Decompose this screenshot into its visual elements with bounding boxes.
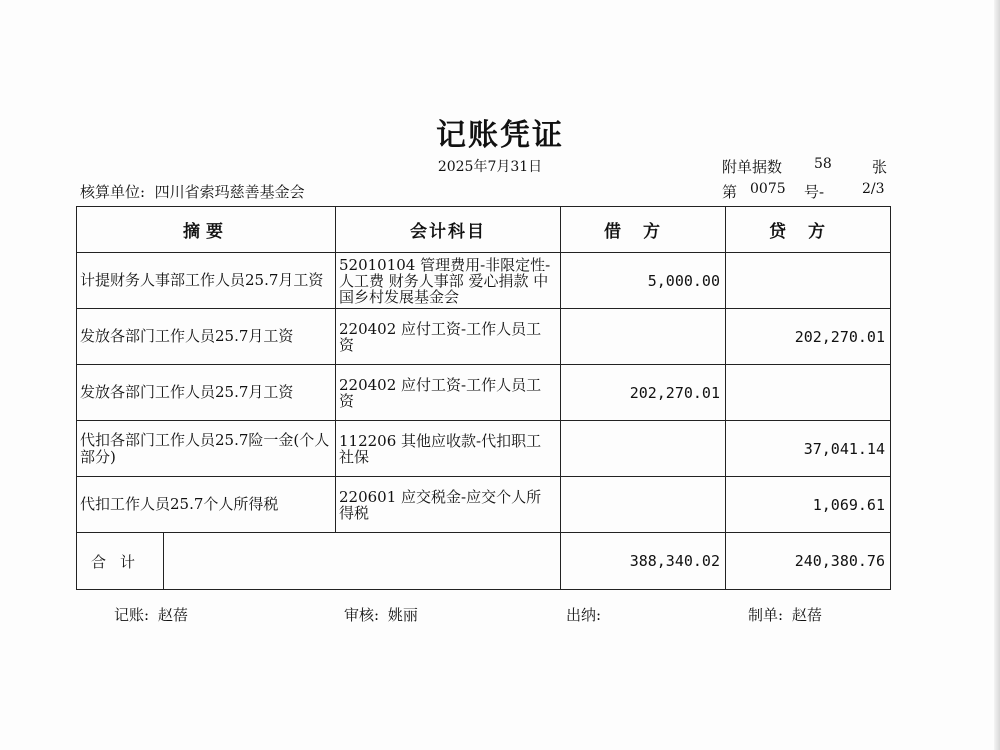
header-summary: 摘要 (77, 207, 336, 253)
accounting-unit (80, 181, 305, 202)
bookkeeper-name: 赵蓓 (157, 606, 188, 624)
subject-cell: 112206 其他应收款-代扣职工社保 (336, 421, 561, 477)
total-row (77, 533, 891, 590)
bookkeeper-label: 记账: (114, 606, 150, 624)
total-credit: 240,380.76 (726, 533, 891, 590)
table-row (77, 365, 891, 421)
bookkeeper-signature (114, 604, 188, 625)
debit-cell (561, 421, 726, 477)
debit-cell (561, 477, 726, 533)
subject-cell: 52010104 管理费用-非限定性-人工费 财务人事部 爱心捐款 中国乡村发展基金会 (336, 253, 561, 309)
preparer-name: 赵蓓 (791, 606, 822, 624)
header-debit: 借方 (561, 207, 726, 253)
summary-cell: 计提财务人事部工作人员25.7月工资 (77, 253, 336, 309)
header-row (77, 207, 891, 253)
voucher-title: 记账凭证 (436, 118, 564, 153)
header-credit: 贷方 (726, 207, 891, 253)
summary-cell: 发放各部门工作人员25.7月工资 (77, 365, 336, 421)
table-row (77, 421, 891, 477)
preparer-label: 制单: (748, 606, 784, 624)
cashier-signature (566, 604, 605, 625)
credit-cell (726, 253, 891, 309)
header-subject: 会计科目 (336, 207, 561, 253)
credit-cell: 37,041.14 (726, 421, 891, 477)
voucher-page-number: 2/3 (862, 181, 885, 197)
summary-cell: 发放各部门工作人员25.7月工资 (77, 309, 336, 365)
subject-cell: 220402 应付工资-工作人员工资 (336, 365, 561, 421)
unit-label: 核算单位: (80, 183, 146, 201)
voucher-no-suffix: 号- (804, 183, 825, 201)
reviewer-signature (344, 604, 418, 625)
voucher-no-prefix: 第 (722, 183, 738, 201)
total-blank-cell (164, 533, 561, 590)
credit-cell: 1,069.61 (726, 477, 891, 533)
attachment-count: 58 (814, 156, 832, 172)
subject-cell: 220402 应付工资-工作人员工资 (336, 309, 561, 365)
debit-cell: 5,000.00 (561, 253, 726, 309)
voucher-date: 2025年7月31日 (437, 159, 543, 175)
reviewer-name: 姚丽 (387, 606, 418, 624)
voucher-table (76, 206, 891, 590)
reviewer-label: 审核: (344, 606, 380, 624)
attachment-unit: 张 (872, 158, 888, 176)
voucher-no-value: 0075 (750, 181, 786, 197)
cashier-label: 出纳: (566, 606, 602, 624)
table-row (77, 253, 891, 309)
summary-cell: 代扣工作人员25.7个人所得税 (77, 477, 336, 533)
unit-name: 四川省索玛慈善基金会 (154, 183, 305, 201)
summary-cell: 代扣各部门工作人员25.7险一金(个人部分) (77, 421, 336, 477)
table-row (77, 477, 891, 533)
debit-cell (561, 309, 726, 365)
debit-cell: 202,270.01 (561, 365, 726, 421)
credit-cell (726, 365, 891, 421)
attachment-label: 附单据数 (722, 158, 783, 176)
preparer-signature (748, 604, 822, 625)
total-label: 合计 (77, 533, 164, 590)
credit-cell: 202,270.01 (726, 309, 891, 365)
table-row (77, 309, 891, 365)
total-debit: 388,340.02 (561, 533, 726, 590)
subject-cell: 220601 应交税金-应交个人所得税 (336, 477, 561, 533)
